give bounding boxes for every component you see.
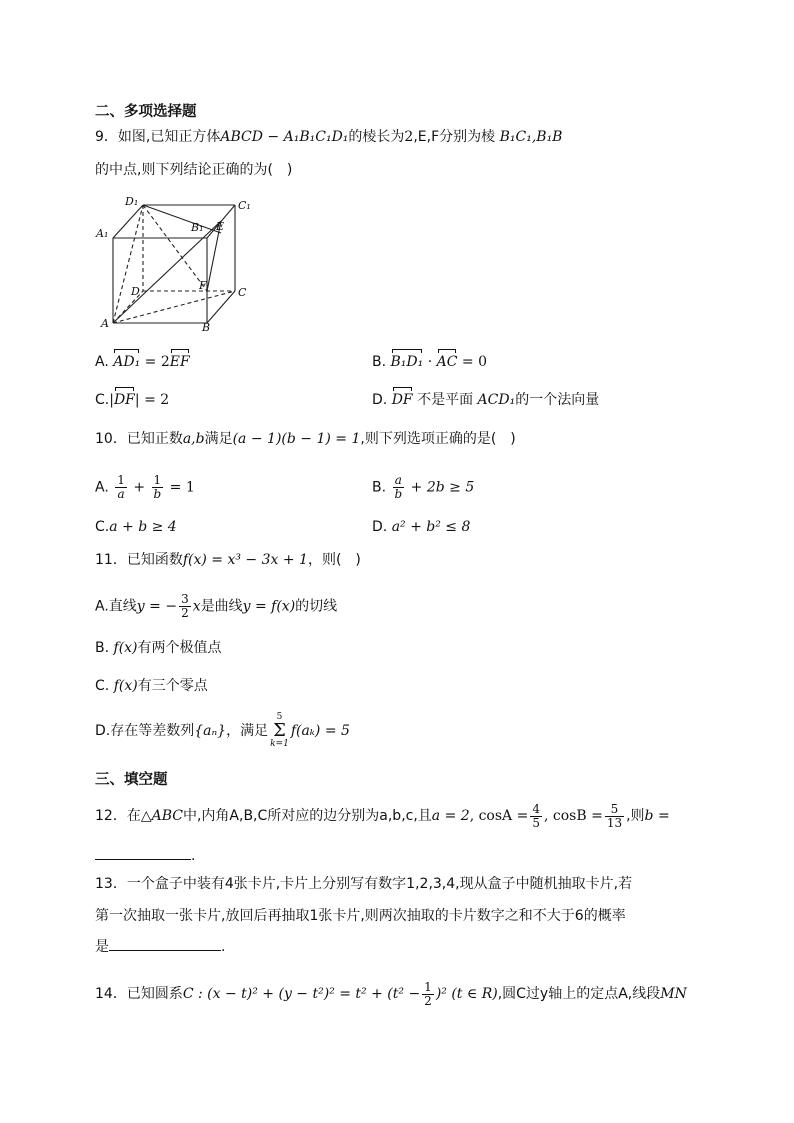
question-12: 12．在△ABC中,内角A,B,C所对应的边分别为a,b,c,且a = 2, cosA = $\frac{4}{5}$ , cosB = $\frac{5}{13}$ ,则b =	[95, 801, 670, 830]
q9-option-d: D. DF 不是平面 ACD₁的一个法向量	[372, 392, 600, 408]
q11-option-d: D.存在等差数列{aₙ}，满足5 Σ k=1f(aₖ) = 5	[95, 712, 350, 749]
q10-option-a: A. $\frac{1}{a}$ + $\frac{1}{b}$ = 1	[95, 473, 195, 501]
answer-blank[interactable]	[109, 936, 221, 951]
q11-option-b: B. f(x)有两个极值点	[95, 640, 222, 656]
vertex-label-d1: D₁	[125, 195, 139, 208]
question-number: 12．	[95, 808, 127, 824]
question-13-line2: 第一次抽取一张卡片,放回后再抽取1张卡片,则两次抽取的卡片数字之和不大于6的概率	[95, 908, 626, 924]
q10-option-d: D. a² + b² ≤ 8	[372, 519, 471, 535]
q12-answer-blank[interactable]: .	[95, 845, 195, 866]
vertex-label-c1: C₁	[238, 199, 251, 212]
vertex-label-b: B	[202, 321, 211, 333]
cube-figure	[95, 193, 255, 333]
section-heading-multiple-choice: 二、多项选择题	[95, 104, 197, 120]
question-9-line1: 9．如图,已知正方体ABCD − A₁B₁C₁D₁的棱长为2,E,F分别为棱 B₁C₁,B₁B	[95, 129, 563, 145]
q11-option-c: C. f(x)有三个零点	[95, 678, 208, 694]
question-14: 14．已知圆系C : (x − t)² + (y − t²)² = t² + (t² − $\frac{1}{2}$ )² (t ∈ R),圆C过y轴上的定点A,线段MN	[95, 979, 687, 1008]
question-number: 9．	[95, 129, 118, 145]
question-number: 11．	[95, 552, 127, 568]
q11-option-a: A.直线y = − $\frac{3}{2}$ x是曲线y = f(x)的切线	[95, 592, 338, 620]
question-9-line2: 的中点,则下列结论正确的为( )	[95, 162, 293, 178]
question-13-line3[interactable]: 是 .	[95, 936, 225, 957]
question-number: 13．	[95, 876, 127, 892]
answer-blank[interactable]	[95, 845, 191, 860]
q9-option-a: A. AD₁ = 2EF	[95, 354, 190, 370]
q10-option-c: C.a + b ≥ 4	[95, 519, 177, 535]
vertex-label-e: E	[216, 220, 225, 233]
question-11: 11．已知函数f(x) = x³ − 3x + 1，则( )	[95, 552, 361, 568]
vertex-label-f: F	[199, 279, 207, 292]
vertex-label-c: C	[238, 286, 247, 299]
q9-option-b: B. B₁D₁ · AC = 0	[372, 354, 487, 370]
question-10: 10．已知正数a,b满足(a − 1)(b − 1) = 1,则下列选项正确的是( )	[95, 431, 516, 447]
q9-option-c: C.|DF| = 2	[95, 392, 170, 408]
question-number: 14．	[95, 986, 127, 1002]
section-heading-fill-in: 三、填空题	[95, 772, 168, 788]
question-13-line1: 13．一个盒子中装有4张卡片,卡片上分别写有数字1,2,3,4,现从盒子中随机抽取卡片,若	[95, 876, 633, 892]
summation-symbol: 5 Σ k=1	[270, 712, 289, 749]
q10-option-b: B. $\frac{a}{b}$ + 2b ≥ 5	[372, 473, 475, 501]
question-number: 10．	[95, 431, 127, 447]
vertex-label-a: A	[101, 317, 109, 330]
vertex-label-b1: B₁	[191, 221, 204, 234]
vertex-label-d: D	[131, 285, 140, 298]
vertex-label-a1: A₁	[96, 227, 109, 240]
